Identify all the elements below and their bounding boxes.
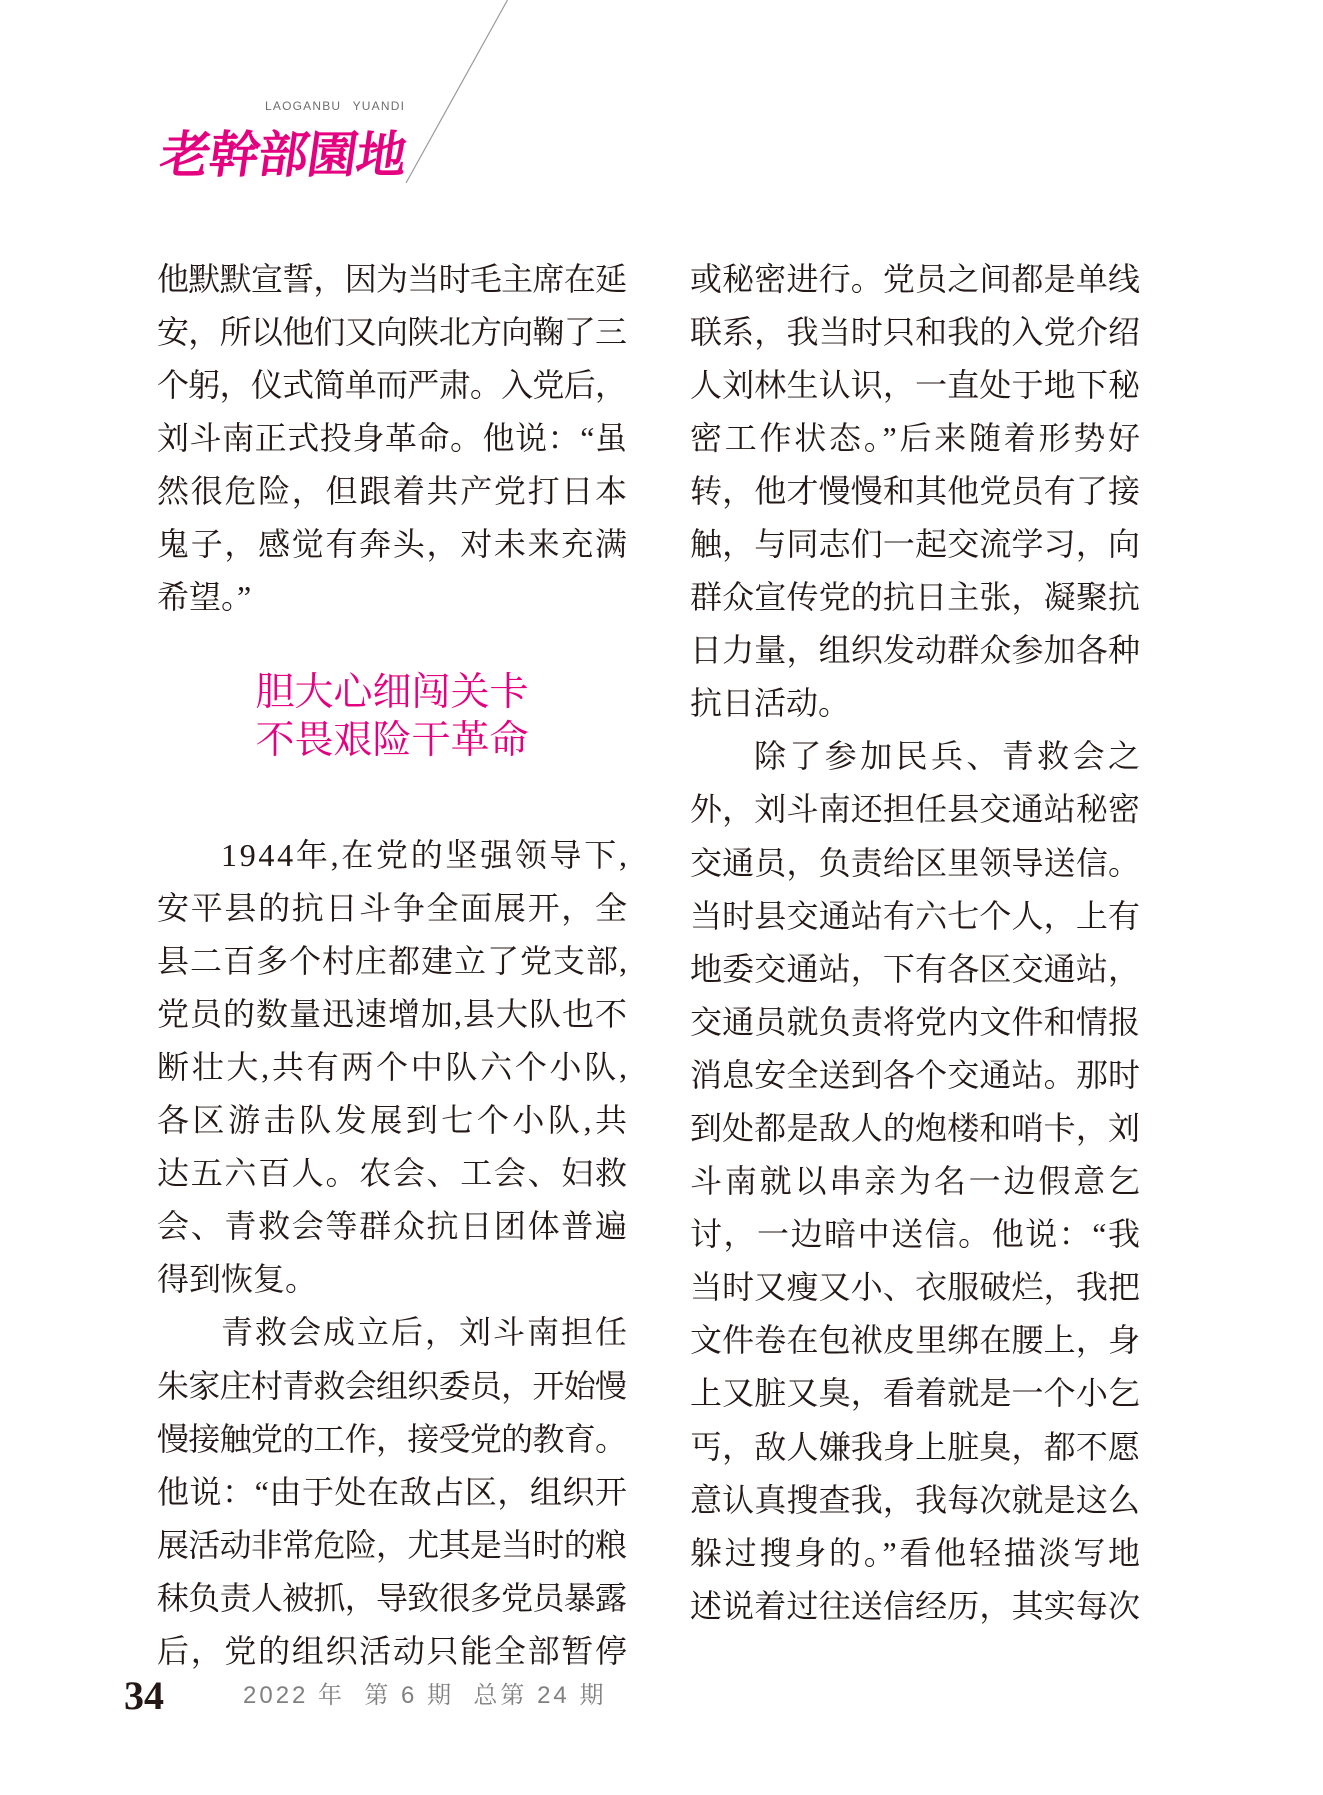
article-text-line: 会、青救会等群众抗日团体普遍 <box>157 1208 629 1245</box>
article-text-line: 安，所以他们又向陕北方向鞠了三 <box>157 313 627 350</box>
article-text-line: 鬼子，感觉有奔头，对未来充满 <box>157 525 629 562</box>
article-text-line: 联系，我当时只和我的入党介绍 <box>690 313 1141 350</box>
section-heading-line-1: 胆大心细闯关卡 <box>255 670 529 716</box>
article-text-line: 各区游击队发展到七个小队,共 <box>157 1102 631 1139</box>
article-text-line: 秣负责人被抓，导致很多党员暴露 <box>157 1579 627 1616</box>
column-title-pinyin: LAOGANBU YUANDI <box>265 99 406 113</box>
left-column <box>157 253 631 1679</box>
diagonal-rule <box>406 0 508 183</box>
article-text-line: 当时又瘦又小、衣服破烂，我把 <box>690 1269 1141 1306</box>
article-text-line: 青救会成立后，刘斗南担任 <box>221 1314 629 1351</box>
issue-info: 2022 年 第 6 期 总第 24 期 <box>243 1682 607 1709</box>
article-text-line: 交通员就负责将党内文件和情报 <box>690 1003 1141 1040</box>
article-text-line: 到处都是敌人的炮楼和哨卡，刘 <box>690 1110 1141 1146</box>
article-text-line: 外，刘斗南还担任县交通站秘密 <box>690 791 1141 828</box>
section-heading-line-2: 不畏艰险干革命 <box>255 718 529 764</box>
column-title-logo: 老幹部園地 <box>156 125 410 184</box>
article-text-line: 上又脏又臭，看着就是一个小乞 <box>690 1375 1141 1412</box>
page-number: 34 <box>124 1673 164 1718</box>
article-text-line: 1944年,在党的坚强领导下, <box>221 836 630 873</box>
article-text-line: 抗日活动。 <box>690 685 851 722</box>
article-text-line: 当时县交通站有六七个人，上有 <box>690 897 1141 934</box>
article-text-line: 慢接触党的工作，接受党的教育。 <box>157 1420 627 1457</box>
article-text-line: 县二百多个村庄都建立了党支部, <box>157 942 628 979</box>
article-text-line: 消息安全送到各个交通站。那时 <box>690 1056 1141 1093</box>
article-text-line: 交通员，负责给区里领导送信。 <box>690 844 1141 881</box>
article-text-line: 得到恢复。 <box>157 1261 318 1298</box>
article-text-line: 他说：“由于处在敌占区，组织开 <box>157 1473 628 1510</box>
article-text-line: 躲过搜身的。”看他轻描淡写地 <box>690 1534 1143 1571</box>
article-text-line: 断壮大,共有两个中队六个小队, <box>157 1049 630 1086</box>
article-text-line: 然很危险，但跟着共产党打日本 <box>157 472 629 509</box>
article-text-line: 文件卷在包袱皮里绑在腰上，身 <box>690 1322 1141 1359</box>
article-text-line: 日力量，组织发动群众参加各种 <box>690 632 1141 669</box>
article-text-line: 触，与同志们一起交流学习，向 <box>690 525 1141 562</box>
article-text-line: 意认真搜查我，我每次就是这么 <box>690 1481 1141 1518</box>
article-text-line: 后，党的组织活动只能全部暂停 <box>157 1633 629 1670</box>
article-text-line: 密工作状态。”后来随着形势好 <box>690 419 1143 456</box>
article-text-line: 展活动非常危险，尤其是当时的粮 <box>157 1526 627 1563</box>
article-text-line: 讨，一边暗中送信。他说：“我 <box>690 1216 1142 1253</box>
article-text-line: 刘斗南正式投身革命。他说：“虽 <box>157 419 628 456</box>
article-text-line: 群众宣传党的抗日主张，凝聚抗 <box>690 579 1141 616</box>
section-heading <box>157 669 627 828</box>
article-text-line: 希望。” <box>157 579 252 616</box>
article-text-line: 或秘密进行。党员之间都是单线 <box>690 260 1141 297</box>
article-text-line: 地委交通站，下有各区交通站， <box>690 950 1141 987</box>
article-text-line: 他默默宣誓，因为当时毛主席在延 <box>157 260 627 297</box>
article-text-line: 除了参加民兵、青救会之 <box>754 738 1144 775</box>
article-text-line: 达五六百人。农会、工会、妇救 <box>157 1155 629 1192</box>
article-text-line: 党员的数量迅速增加,县大队也不 <box>157 995 628 1032</box>
article-text-line: 人刘林生认识，一直处于地下秘 <box>690 366 1141 403</box>
article-text-line: 朱家庄村青救会组织委员，开始慢 <box>157 1367 627 1404</box>
article-text-line: 斗南就以串亲为名一边假意乞 <box>690 1163 1143 1200</box>
article-text-line: 转，他才慢慢和其他党员有了接 <box>690 472 1141 509</box>
article-text-line: 述说着过往送信经历，其实每次 <box>690 1587 1141 1624</box>
article-text-line: 个躬，仪式简单而严肃。入党后， <box>157 366 627 403</box>
right-column <box>690 253 1144 1633</box>
article-text-line: 丐，敌人嫌我身上脏臭，都不愿 <box>690 1428 1141 1465</box>
article-text-line: 安平县的抗日斗争全面展开，全 <box>157 889 629 926</box>
